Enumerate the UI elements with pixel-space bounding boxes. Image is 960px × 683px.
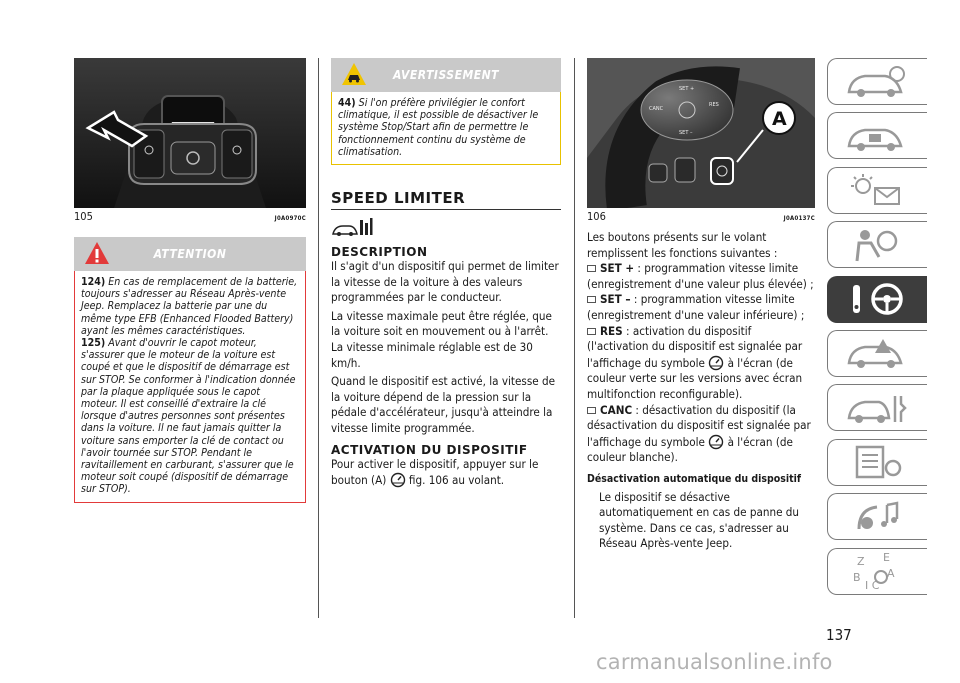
car-warning-icon xyxy=(843,335,913,371)
note-number: 124) xyxy=(81,276,106,288)
item-text: : programmation vitesse limite (enregistrement d'une valeur inférieure) ; xyxy=(587,292,805,322)
speed-limiter-icon xyxy=(708,434,724,450)
danger-triangle-icon xyxy=(84,241,110,265)
airbag-icon xyxy=(843,227,913,263)
svg-text:I C: I C xyxy=(864,579,879,592)
speed-limiter-icon xyxy=(390,472,406,488)
tab-emergency[interactable] xyxy=(827,384,927,431)
note-text: En cas de remplacement de la batterie, toujours s'adresser au Réseau Après-vente Jeep. Remplacez la batterie par une du même type EFB (Enhanced Flooded Battery) ayant les mêmes caractéristiques. xyxy=(81,276,298,337)
tab-maintenance[interactable] xyxy=(827,439,927,486)
paragraph: Quand le dispositif est activé, la vitesse de la voiture dépend de la pression sur la pédale d'accélérateur, jusqu'à atteindre la vitesse limite programmée. xyxy=(331,374,556,435)
note-text: Avant d'ouvrir le capot moteur, s'assurer que le moteur de la voiture est coupé et que le dispositif de démarrage est sur STOP. Se conformer à l'indication donnée par la plaque appliquée sous le capot moteur. Il est conseillé d'extraire la clé lorsque d'autres personnes sont présentes dans la voiture. Il ne faut jamais quitter la voiture sans emporter la clé de contact ou l'avoir tournée sur STOP. Pendant le ravitaillement en carburant, s'assurer que le moteur soit coupé (dispositif de démarrage sur STOP). xyxy=(81,337,296,496)
list-item xyxy=(587,403,815,466)
index-icon xyxy=(843,551,913,591)
svg-text:A: A xyxy=(886,567,895,581)
column-left xyxy=(74,58,306,503)
figure-105-caption xyxy=(74,210,306,223)
tab-multimedia[interactable] xyxy=(827,493,927,540)
button-label: SET – xyxy=(679,130,693,136)
item-text: : programmation vitesse limite (enregistrement d'une valeur plus élevée) ; xyxy=(587,261,814,291)
callout-a: A xyxy=(772,108,787,130)
attention-box xyxy=(74,237,306,503)
parking-brake-photo xyxy=(74,58,306,208)
column-right xyxy=(587,58,815,552)
figure-number: 106 xyxy=(587,210,606,223)
chapter-tabs xyxy=(827,58,927,602)
vehicle-versions-icon xyxy=(331,216,373,238)
figure-106-photo xyxy=(587,58,815,208)
auto-deactivation-heading: Désactivation automatique du dispositif xyxy=(587,472,802,485)
note-number: 125) xyxy=(81,337,106,350)
item-text-end: à l'écran (de couleur blanche). xyxy=(587,434,793,465)
attention-content xyxy=(74,271,306,503)
figure-number: 105 xyxy=(74,210,93,223)
tab-airbag[interactable] xyxy=(827,221,927,268)
car-dashboard-icon xyxy=(843,64,913,100)
watermark: carmanualsonline.info xyxy=(596,650,833,674)
tab-safety[interactable] xyxy=(827,112,927,159)
column-divider xyxy=(318,58,319,618)
warning-box xyxy=(331,58,561,165)
activation-paragraph xyxy=(331,457,561,489)
column-divider xyxy=(574,58,575,618)
button-label: RES xyxy=(709,102,719,108)
button-label: CANC xyxy=(649,106,664,112)
page-number: 137 xyxy=(826,626,852,644)
multimedia-icon xyxy=(843,499,913,535)
description-heading: DESCRIPTION xyxy=(331,245,428,260)
speed-limiter-icon xyxy=(708,355,724,371)
button-key: SET + xyxy=(600,261,635,276)
auto-deactivation-text: Le dispositif se désactive automatiquement en cas de panne du système. Dans ce cas, s'adresser au Réseau Après-vente Jeep. xyxy=(599,489,800,551)
paragraph: Il s'agit d'un dispositif qui permet de limiter la vitesse de la voiture à des valeurs programmées par le conducteur. xyxy=(331,259,559,305)
figure-code: J0A0970C xyxy=(274,215,306,222)
buttons-description xyxy=(587,230,815,552)
key-steering-icon xyxy=(843,281,913,317)
list-item xyxy=(587,324,815,403)
attention-band xyxy=(74,237,306,271)
item-text: : désactivation du dispositif (la désactivation du dispositif est signalée par l'affichage du symbole xyxy=(587,402,811,449)
list-item xyxy=(587,292,815,323)
tab-index[interactable] xyxy=(827,548,927,595)
section-title: SPEED LIMITER xyxy=(331,189,561,210)
tab-starting-driving[interactable] xyxy=(827,276,927,323)
attention-title: ATTENTION xyxy=(153,247,227,261)
button-key: CANC xyxy=(600,402,633,417)
warning-content xyxy=(331,92,561,165)
paragraph: La vitesse maximale peut être réglée, que la voiture soit en mouvement ou à l'arrêt. La vitesse minimale réglable est de 30 km/h. xyxy=(331,308,552,370)
figure-106-caption xyxy=(587,210,815,223)
button-label: SET + xyxy=(679,86,695,92)
item-text-end: à l'écran (de couleur verte sur les versions avec écran multifonction reconfigurable). xyxy=(587,355,803,401)
bullet-icon xyxy=(587,328,596,335)
steering-wheel-photo xyxy=(587,58,815,208)
attention-note xyxy=(81,337,299,496)
column-middle xyxy=(331,58,561,489)
tab-lights[interactable] xyxy=(827,167,927,214)
maintenance-list-icon xyxy=(843,444,913,480)
description-body xyxy=(331,259,561,437)
tab-warning-lights[interactable] xyxy=(827,330,927,377)
figure-105-photo xyxy=(74,58,306,208)
warning-title: AVERTISSEMENT xyxy=(393,68,499,82)
attention-note xyxy=(81,276,299,337)
svg-text:Z: Z xyxy=(856,555,865,569)
car-warning-triangle-icon xyxy=(341,62,367,86)
tab-dashboard[interactable] xyxy=(827,58,927,105)
bullet-icon xyxy=(587,265,596,272)
lights-info-icon xyxy=(843,172,913,208)
warning-band xyxy=(331,58,561,92)
activation-heading: ACTIVATION DU DISPOSITIF xyxy=(331,442,528,457)
figure-code: J0A0137C xyxy=(783,215,815,222)
car-safety-icon xyxy=(843,118,913,154)
activation-text-end: fig. 106 au volant. xyxy=(405,473,505,488)
activation-text: Pour activer le dispositif, appuyer sur le bouton (A) xyxy=(331,456,539,488)
car-tools-icon xyxy=(843,390,913,426)
intro-paragraph: Les boutons présents sur le volant remplissent les fonctions suivantes : xyxy=(587,230,778,260)
svg-text:B: B xyxy=(852,571,861,585)
svg-text:E: E xyxy=(882,551,890,565)
bullet-icon xyxy=(587,407,596,414)
item-text: : activation du dispositif (l'activation du dispositif est signalée par l'affichage du symbole xyxy=(587,323,803,370)
button-key: SET – xyxy=(600,292,631,307)
list-item xyxy=(587,261,815,292)
note-text: Si l'on préfère privilégier le confort climatique, il est possible de désactiver le système Stop/Start afin de permettre le fonctionnement continu du système de climatisation. xyxy=(338,97,539,158)
button-key: RES xyxy=(600,323,623,338)
bullet-icon xyxy=(587,296,596,303)
note-number: 44) xyxy=(338,97,356,109)
